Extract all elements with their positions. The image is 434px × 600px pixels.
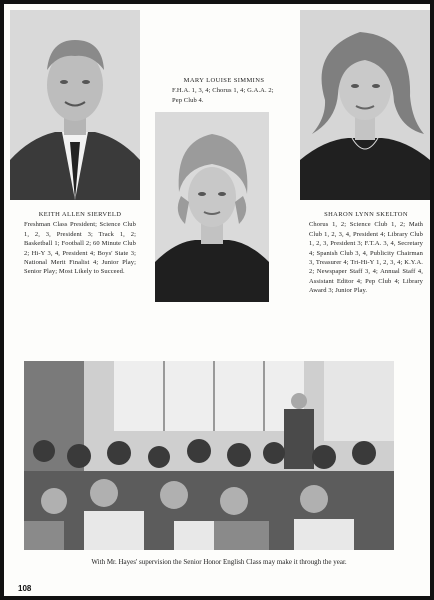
portrait-sharon-skelton: [300, 10, 430, 200]
student-activities: F.H.A. 1, 3, 4; Chorus 1, 4; G.A.A. 2; Pep Club 4.: [172, 87, 274, 104]
caption-keith-sierveld: [24, 210, 136, 277]
caption-sharon-skelton: [309, 210, 423, 296]
student-name: MARY LOUISE SIMMINS: [183, 77, 265, 84]
group-photo-english-class: [24, 361, 394, 550]
student-activities: Freshman Class President; Science Club 1, 2, 3, President 3; Track 1, 2; Basketball 1; Football 2; 60 Minute Club 2; Hi-Y 3, 4, President 4; Boys' State 3; National Merit Finalist 4; Junior Play; Senior Play; Most Likely to Succeed.: [24, 221, 136, 276]
group-photo-caption: With Mr. Hayes' supervision the Senior Honor English Class may make it through the year.: [91, 558, 347, 566]
student-name: KEITH ALLEN SIERVELD: [38, 211, 122, 218]
portrait-mary-simmins: [155, 112, 269, 302]
caption-mary-simmins: [172, 76, 276, 105]
student-activities: Chorus 1, 2; Science Club 1, 2; Math Club 1, 2, 3, 4, President 4; Library Club 1, 2, 3, President 3; F.T.A. 3, 4, Secretary 4; Spanish Club 3, 4, Publicity Chairman 3, Treasurer 4; Tri-Hi-Y 1, 2, 3, 4; K.Y.A. 2; Newspaper Staff 3, 4; Annual Staff 4, Assistant Editor 4; Pep Club 4; Library Award 3; Junior Play.: [309, 221, 423, 295]
portrait-keith-sierveld: [10, 10, 140, 200]
student-name: SHARON LYNN SKELTON: [324, 211, 408, 218]
page-number: 108: [18, 584, 32, 593]
